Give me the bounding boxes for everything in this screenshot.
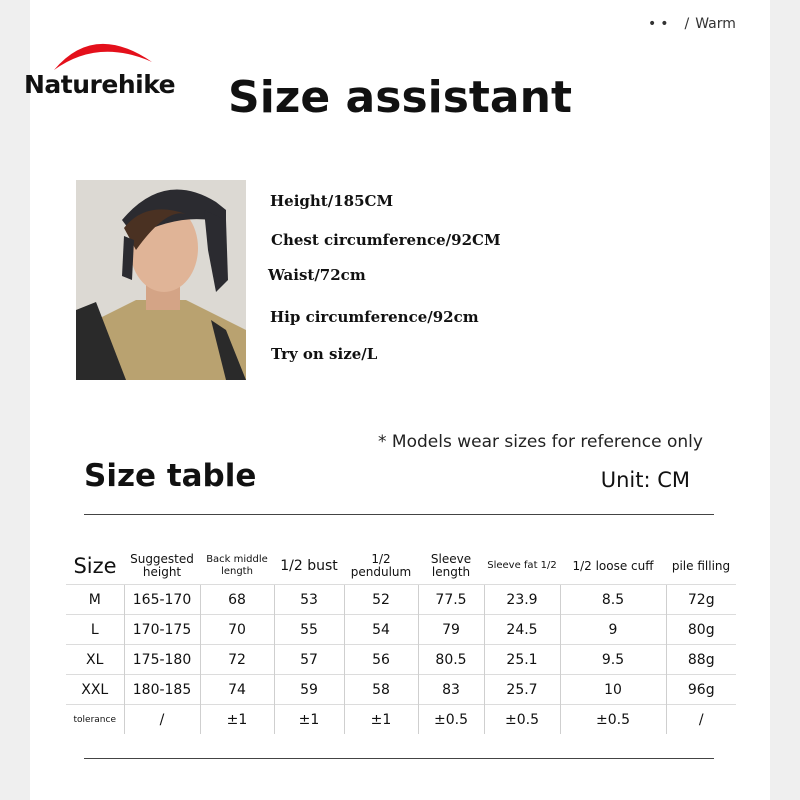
table-cell: 80.5 bbox=[418, 645, 484, 675]
table-cell: 53 bbox=[274, 585, 344, 615]
table-cell: 96g bbox=[666, 675, 736, 705]
breadcrumb-dots: •• bbox=[648, 16, 673, 32]
table-cell: ±1 bbox=[274, 705, 344, 735]
header-size: Size bbox=[66, 548, 124, 585]
model-photo-image bbox=[76, 180, 246, 380]
size-table-title: Size table bbox=[84, 458, 257, 494]
table-cell: 180-185 bbox=[124, 675, 200, 705]
header-suggested-height: Suggested height bbox=[124, 548, 200, 585]
table-cell: / bbox=[666, 705, 736, 735]
model-photo bbox=[76, 180, 246, 380]
table-cell: 72 bbox=[200, 645, 274, 675]
table-cell: ±0.5 bbox=[560, 705, 666, 735]
table-cell: 9.5 bbox=[560, 645, 666, 675]
spec-waist: Waist/72cm bbox=[268, 266, 366, 284]
header-pile-filling: pile filling bbox=[666, 548, 736, 585]
header-half-pendulum: 1/2 pendulum bbox=[344, 548, 418, 585]
header-half-bust: 1/2 bust bbox=[274, 548, 344, 585]
table-cell: 56 bbox=[344, 645, 418, 675]
row-label: L bbox=[90, 621, 99, 638]
brand-name: Naturehike bbox=[24, 70, 176, 99]
divider-top bbox=[84, 514, 714, 515]
row-label: M bbox=[88, 591, 101, 608]
reference-note: * Models wear sizes for reference only bbox=[378, 432, 703, 452]
table-cell: 25.7 bbox=[484, 675, 560, 705]
breadcrumb-item-warm[interactable]: Warm bbox=[695, 16, 736, 32]
unit-label: Unit: CM bbox=[600, 468, 690, 492]
table-cell: 77.5 bbox=[418, 585, 484, 615]
header-back-middle-length: Back middle length bbox=[200, 548, 274, 585]
table-cell: 23.9 bbox=[484, 585, 560, 615]
table-row bbox=[66, 615, 736, 645]
row-label: XXL bbox=[81, 681, 109, 698]
table-row bbox=[66, 675, 736, 705]
table-cell: ±0.5 bbox=[484, 705, 560, 735]
table-cell: 72g bbox=[666, 585, 736, 615]
table-cell: 54 bbox=[344, 615, 418, 645]
row-label: XL bbox=[86, 651, 104, 668]
breadcrumb bbox=[648, 16, 736, 32]
spec-chest: Chest circumference/92CM bbox=[271, 231, 501, 249]
table-cell: 68 bbox=[200, 585, 274, 615]
table-cell: 10 bbox=[560, 675, 666, 705]
table-cell: 79 bbox=[418, 615, 484, 645]
size-table bbox=[66, 548, 736, 734]
header-sleeve-length: Sleeve length bbox=[418, 548, 484, 585]
table-cell: 165-170 bbox=[124, 585, 200, 615]
row-label: tolerance bbox=[73, 714, 116, 725]
logo-arc-icon bbox=[48, 26, 158, 72]
table-row bbox=[66, 585, 736, 615]
table-cell: 58 bbox=[344, 675, 418, 705]
table-cell: / bbox=[124, 705, 200, 735]
table-cell: 59 bbox=[274, 675, 344, 705]
table-cell: 70 bbox=[200, 615, 274, 645]
table-cell: 175-180 bbox=[124, 645, 200, 675]
table-cell: 170-175 bbox=[124, 615, 200, 645]
table-cell: 80g bbox=[666, 615, 736, 645]
table-cell: 9 bbox=[560, 615, 666, 645]
page-title: Size assistant bbox=[228, 72, 572, 123]
table-cell: 74 bbox=[200, 675, 274, 705]
header-loose-cuff: 1/2 loose cuff bbox=[560, 548, 666, 585]
table-cell: ±1 bbox=[200, 705, 274, 735]
header-sleeve-fat: Sleeve fat 1/2 bbox=[484, 548, 560, 585]
table-cell: 83 bbox=[418, 675, 484, 705]
table-cell: 8.5 bbox=[560, 585, 666, 615]
spec-try-on-size: Try on size/L bbox=[271, 345, 378, 363]
table-cell: 52 bbox=[344, 585, 418, 615]
table-cell: 88g bbox=[666, 645, 736, 675]
divider-bottom bbox=[84, 758, 714, 759]
table-cell: ±1 bbox=[344, 705, 418, 735]
spec-hip: Hip circumference/92cm bbox=[270, 308, 479, 326]
breadcrumb-separator: / bbox=[684, 16, 690, 32]
table-cell: 24.5 bbox=[484, 615, 560, 645]
table-cell: ±0.5 bbox=[418, 705, 484, 735]
table-cell: 55 bbox=[274, 615, 344, 645]
spec-height: Height/185CM bbox=[270, 192, 394, 210]
table-cell: 57 bbox=[274, 645, 344, 675]
table-header-row bbox=[66, 548, 736, 585]
table-row bbox=[66, 705, 736, 735]
table-row bbox=[66, 645, 736, 675]
table-cell: 25.1 bbox=[484, 645, 560, 675]
